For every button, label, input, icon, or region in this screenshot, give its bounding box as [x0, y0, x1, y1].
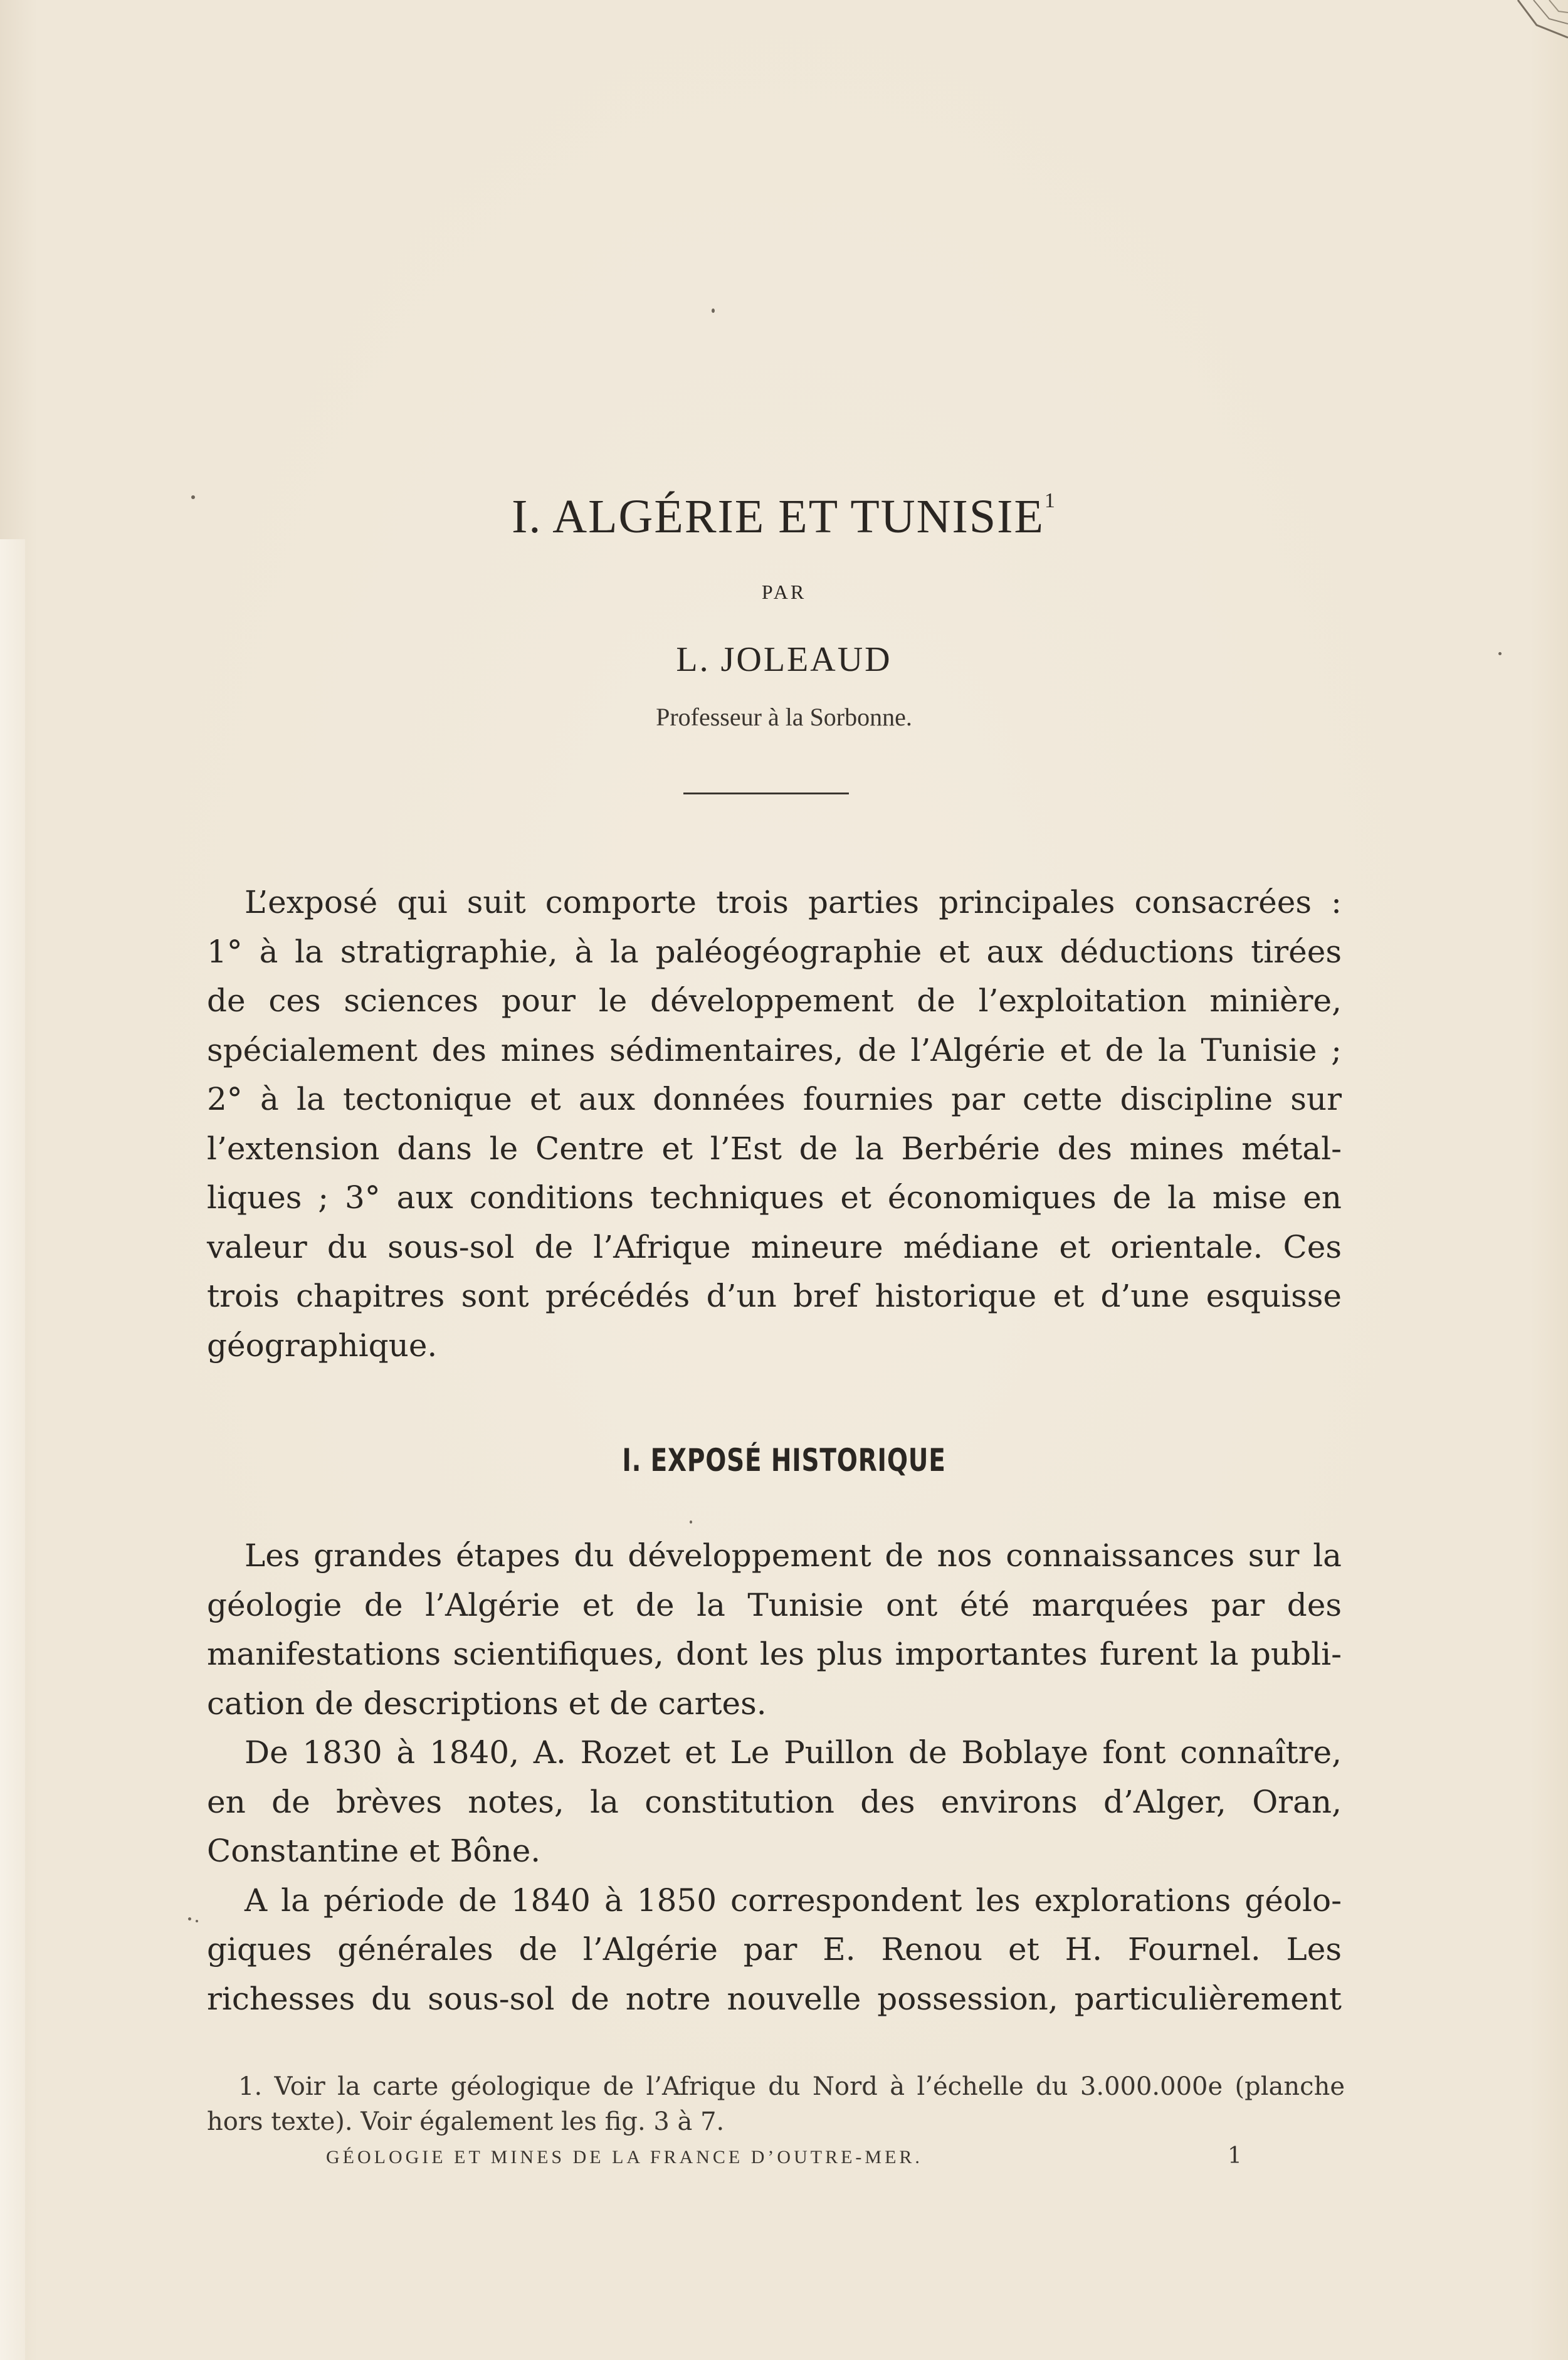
paper-speck — [196, 1920, 198, 1922]
paper-speck — [188, 1917, 191, 1920]
text-line: A la période de 1840 à 1850 correspondent les explorations géolo- — [245, 1882, 1342, 1919]
author-name: L. JOLEAUD — [676, 640, 892, 679]
text-line: spécialement des mines sédimentaires, de l’Algérie et de la Tunisie ; — [207, 1031, 1342, 1068]
text-line: valeur du sous-sol de l’Afrique mineure médiane et orientale. Ces — [207, 1228, 1342, 1265]
text-line: en de brèves notes, la constitution des environs d’Alger, Oran, — [207, 1783, 1342, 1820]
text-line: géographique. — [207, 1327, 438, 1364]
paper-speck — [712, 308, 715, 313]
footnote-line: hors texte). Voir également les fig. 3 à 7. — [207, 2107, 725, 2136]
running-footer-title: GÉOLOGIE ET MINES DE LA FRANCE D’OUTRE-MER. — [326, 2147, 923, 2168]
byline-par: PAR — [761, 581, 807, 603]
section-heading: I. EXPOSÉ HISTORIQUE — [622, 1442, 946, 1478]
page-corner-icon — [1499, 0, 1568, 69]
text-line: richesses du sous-sol de notre nouvelle possession, particulièrement — [207, 1980, 1342, 2017]
text-line: cation de descriptions et de cartes. — [207, 1685, 767, 1722]
intro-paragraph — [207, 878, 1342, 1370]
text-line: manifestations scientifiques, dont les plus importantes furent la publi- — [207, 1636, 1342, 1672]
footnote-line: 1. Voir la carte géologique de l’Afrique du Nord à l’échelle du 3.000.000e (planche — [238, 2072, 1345, 2101]
paper-edge — [0, 539, 25, 2360]
text-line: liques ; 3° aux conditions techniques et économiques de la mise en — [207, 1179, 1342, 1216]
text-line: l’extension dans le Centre et l’Est de la Berbérie des mines métal- — [207, 1130, 1342, 1167]
text-line: giques générales de l’Algérie par E. Renou et H. Fournel. Les — [207, 1931, 1342, 1968]
article-title-text: I. ALGÉRIE ET TUNISIE — [512, 490, 1044, 543]
author-affiliation: Professeur à la Sorbonne. — [656, 703, 912, 731]
paper-speck — [1498, 652, 1502, 655]
history-paragraphs — [207, 1531, 1342, 2023]
text-line: L’exposé qui suit comporte trois parties principales consacrées : — [245, 884, 1342, 920]
page-number: 1 — [1228, 2143, 1242, 2169]
text-line: 2° à la tectonique et aux données fournies par cette discipline sur — [207, 1081, 1342, 1117]
title-footnote-marker[interactable]: 1 — [1044, 489, 1056, 512]
footnote — [207, 2069, 1345, 2139]
paper-speck — [191, 495, 195, 499]
paper-speck — [690, 1520, 692, 1524]
text-line: 1° à la stratigraphie, à la paléogéographie et aux déductions tirées — [207, 933, 1342, 970]
text-line: Constantine et Bône. — [207, 1833, 541, 1869]
text-line: trois chapitres sont précédés d’un bref historique et d’une esquisse — [207, 1278, 1342, 1314]
text-line: De 1830 à 1840, A. Rozet et Le Puillon de Boblaye font connaître, — [245, 1734, 1342, 1771]
article-title — [0, 489, 1568, 544]
text-line: géologie de l’Algérie et de la Tunisie ont été marquées par des — [207, 1586, 1342, 1623]
text-line: de ces sciences pour le développement de l’exploitation minière, — [207, 982, 1342, 1019]
text-line: Les grandes étapes du développement de nos connaissances sur la — [245, 1537, 1342, 1574]
title-rule-divider — [683, 793, 849, 794]
